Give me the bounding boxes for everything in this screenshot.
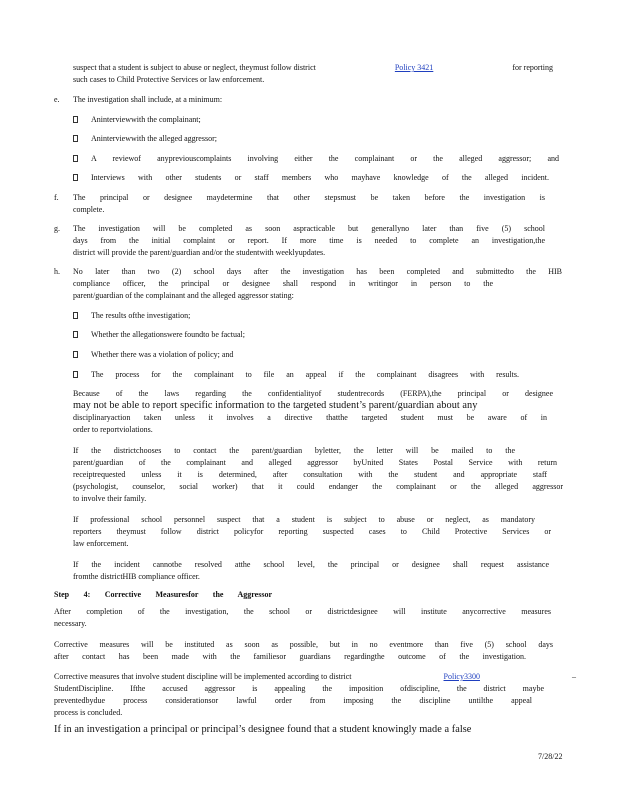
text-segment: – (572, 672, 576, 681)
list-marker: e. (54, 95, 60, 104)
text-line: law enforcement. (73, 539, 129, 548)
text-line: necessary. (54, 619, 87, 628)
text-line (54, 672, 576, 682)
text-line: days from the initial complaint or report. If more time is needed to complete an investigation,the (73, 236, 545, 245)
list-item: Whether the allegationswere foundto be factual; (91, 330, 245, 339)
text-line: If in an investigation a principal or principal’s designee found that a student knowingly made a false (54, 724, 472, 735)
text-line: parent/guardian of the complainant and the alleged aggressor stating: (73, 291, 294, 300)
list-item: A reviewof anypreviouscomplaints involving either the complainant or the alleged aggressor; and (91, 154, 559, 163)
text-line: preventedbydue process considerationsor lawful order from imposing the discipline untilthe appeal (54, 696, 532, 705)
text-line (73, 63, 553, 73)
text-line: The principal or designee maydetermine that other stepsmust be taken before the investigation is (73, 193, 545, 202)
text-line: parent/guardian of the complainant and alleged aggressor byUnited States Postal Service with return (73, 458, 557, 467)
list-item: Interviews with other students or staff members who mayhave knowledge of the alleged incident. (91, 173, 549, 182)
text-line: compliance officer, the principal or designee shall respond in writingor in person to the (73, 279, 493, 288)
policy-3300-link[interactable]: Policy3300 (443, 672, 480, 681)
text-line: (psychologist, counselor, social worker) that it could endanger the complainant or the alleged aggressor (73, 482, 563, 491)
text-line: such cases to Child Protective Services or law enforcement. (73, 75, 265, 84)
text-line: disciplinaryaction taken unless it involves a directive thatthe targeted student must be aware of in (73, 413, 547, 422)
text-segment: suspect that a student is subject to abuse or neglect, theymust follow district (73, 63, 316, 72)
text-line: complete. (73, 205, 105, 214)
text-line: fromthe districtHIB compliance officer. (73, 572, 200, 581)
text-line: No later than two (2) school days after the investigation has been completed and submittedto the HIB (73, 267, 562, 276)
text-line: order to reportviolations. (73, 425, 153, 434)
policy-3421-link[interactable]: Policy 3421 (394, 63, 434, 72)
list-item: Aninterviewwith the alleged aggressor; (91, 134, 217, 143)
list-item: Aninterviewwith the complainant; (91, 115, 201, 124)
bullet-icon (73, 155, 78, 162)
text-line: If the incident cannotbe resolved atthe school level, the principal or designee shall request assistance (73, 560, 549, 569)
text-line: receiptrequested unless it is determined, after consultation with the student and appropriate staff (73, 470, 547, 479)
bullet-icon (73, 371, 78, 378)
list-marker: f. (54, 193, 59, 202)
text-line: may not be able to report specific information to the targeted student’s parent/guardian about any (73, 400, 478, 411)
bullet-icon (73, 174, 78, 181)
text-line: Corrective measures will be instituted as soon as possible, but in no eventmore than five (5) school days (54, 640, 553, 649)
section-heading: Step 4: Corrective Measuresfor the Aggressor (54, 590, 272, 599)
list-item: The results ofthe investigation; (91, 311, 191, 320)
bullet-icon (73, 331, 78, 338)
text-line: process is concluded. (54, 708, 123, 717)
bullet-icon (73, 351, 78, 358)
bullet-icon (73, 312, 78, 319)
text-line: to involve their family. (73, 494, 147, 503)
text-line: The investigation will be completed as soon aspracticable but generallyno later than five (5) school (73, 224, 545, 233)
text-segment: for reporting (512, 63, 553, 72)
text-line: Because of the laws regarding the confidentialityof studentrecords (FERPA),the principal or designee (73, 389, 553, 398)
list-item: Whether there was a violation of policy; and (91, 350, 234, 359)
text-line: If the districtchooses to contact the parent/guardian byletter, the letter will be mailed to the (73, 446, 515, 455)
text-line: reporters theymust follow district policyfor reporting suspected cases to Child Protective Services or (73, 527, 551, 536)
page-date: 7/28/22 (538, 752, 563, 761)
text-line: After completion of the investigation, the school or districtdesignee will institute anycorrective measures (54, 607, 551, 616)
text-line: after contact has been made with the familiesor guardians regardingthe outcome of the investigation. (54, 652, 526, 661)
list-item: The process for the complainant to file an appeal if the complainant disagrees with results. (91, 370, 519, 379)
bullet-icon (73, 116, 78, 123)
bullet-icon (73, 135, 78, 142)
text-line: StudentDiscipline. Ifthe accused aggressor is appealing the imposition ofdiscipline, the district maybe (54, 684, 544, 693)
text-line: district will provide the parent/guardian and/or the studentwith weeklyupdates. (73, 248, 326, 257)
list-marker: h. (54, 267, 60, 276)
text-line: The investigation shall include, at a minimum: (73, 95, 223, 104)
text-segment: Corrective measures that involve student discipline will be implemented according to district (54, 672, 352, 681)
text-line: If professional school personnel suspect that a student is subject to abuse or neglect, as mandatory (73, 515, 535, 524)
list-marker: g. (54, 224, 60, 233)
